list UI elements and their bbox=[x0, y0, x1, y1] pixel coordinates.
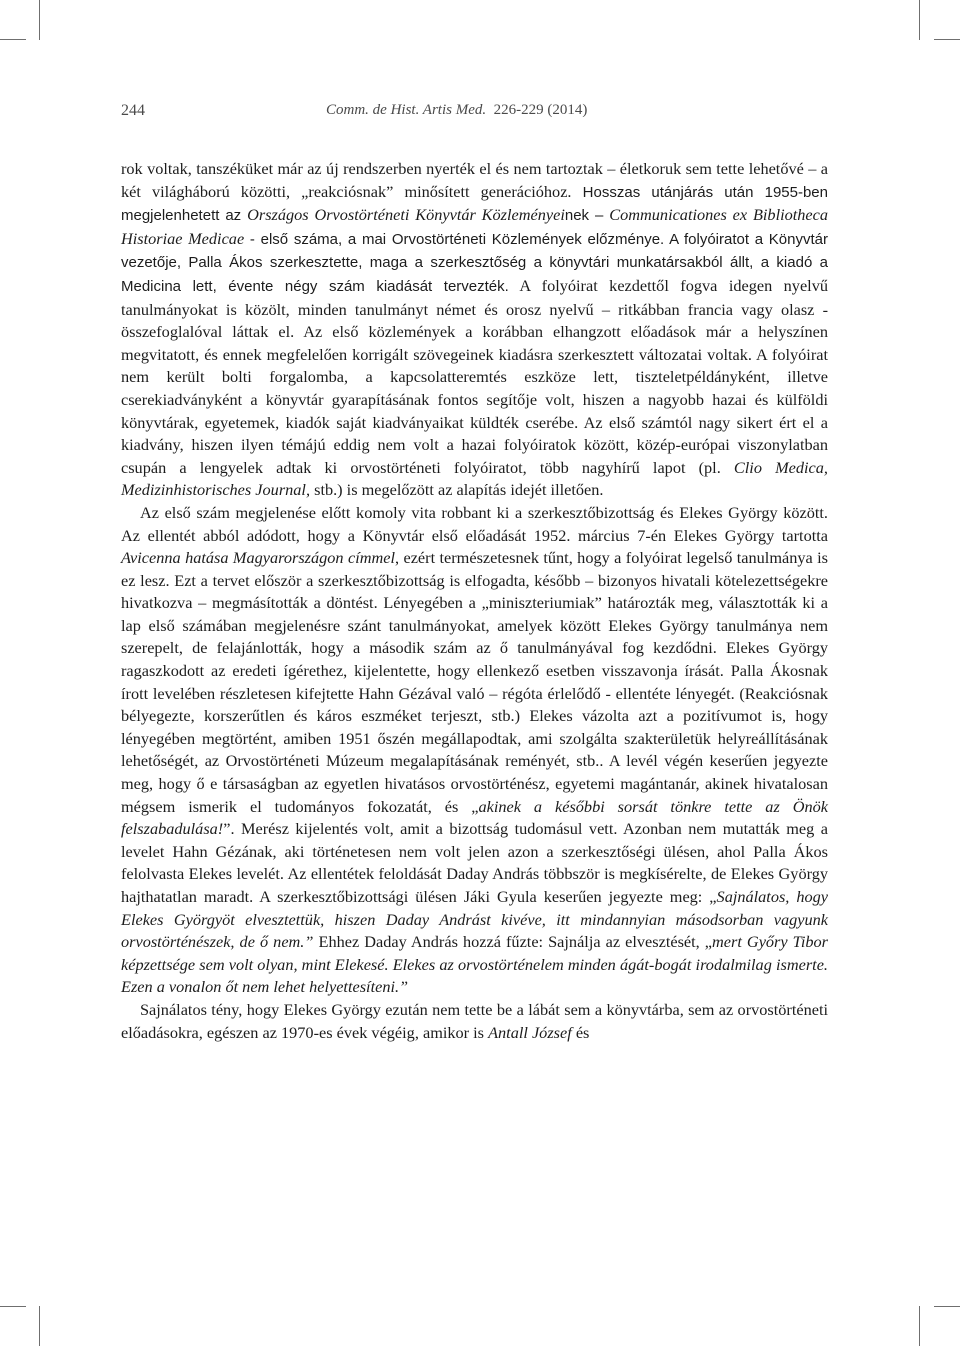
italic-run: Communicationes ex Bibliotheca Historiae Medicae bbox=[121, 205, 829, 248]
text-run: és bbox=[571, 1022, 590, 1042]
crop-mark bbox=[919, 0, 920, 40]
text-run: rok voltak, tanszéküket már az új rendszerben nyerték el és nem tartoztak – életkoruk sem tette lehetővé – a két világháború közötti, „reakciósnak” minősített generációhoz. bbox=[121, 159, 828, 201]
text-run: stb.) is megelőzött az alapítás idejét illetően. bbox=[310, 480, 604, 500]
italic-run: Avicenna hatása Magyarországon címmel bbox=[121, 548, 395, 568]
text-run: A folyóirat kezdettől fogva idegen nyelvű tanulmányokat is közölt, minden tanulmányt német és orosz nyelvű – ritkábban francia vagy olasz - összefoglalóval láttak el. Az első közlemények a korábban elhangzott előadások már a helyszínen megvitatott, és ennek megfelelően korrigált szövegeinek kiadásra szerkesztett változatai voltak. A folyóirat nem került bolti forgalomba, a kapcsolatteremtés eszköze lett, tiszteletpéldányként, illetve cserekiadványként a könyvtár gyarapításának fontos segítője volt, hiszen a nagyobb hazai és külföldi könyvtárak, egyetemek, kiadók saját kiadványaikat küldték cserébe. Az első számtól nagy sikert ért el a kiadvány, hiszen ilyen témájú eddig nem volt a hazai folyóiratok között, közép-európai viszonylatban csupán a lengyelek adtak ki orvostörténeti folyóiratot, több nagyhírű lapot (pl. bbox=[121, 275, 828, 477]
paragraph-3 bbox=[121, 999, 828, 1044]
text-run: , ezért természetesnek tűnt, hogy a folyóirat legelső tanulmánya is ez lesz. Ezt a tervet először a szerkesztőbizottság is elfogadta, később – bizonyos hivatali kötelezettségekre hivatkozva – megmásították a döntést. Lényegében a „miniszteriumiak” határozták meg, választották ki a lap első számában megjelenésre szánt tanulmányokat, amelyek között Elekes György tanulmánya nem szerepelt, de felajánlották, hogy a második szám az ő tanulmányával fog kezdődni. Elekes György ragaszkodott az eredeti ígérethez, kijelentette, hogy ellenkező esetben visszavonja írását. Palla Ákosnak írott levelében részletesen kifejtette Hahn Gézával való – régóta érlelődő - ellentéte lényegét. (Reakciósnak bélyegezte, korszerűtlen és káros eszméket terjeszt, stb.) Elekes vázolta azt a pozitívumot is, hogy lényegében megtörtént, amiben 1951 őszén megállapodtak, ami szolgálta szakterületük helyreállításának lehetőségét, az Orvostörténeti Múzeum megalapításának reményét, stb.. A levél végén keserűen jegyezte meg, hogy ő e társaságban az egyetlen hivatásos orvostörténész, egyetemi magántanár, akinek hivatalosan mégsem ismerik el tudományos fokozatát, és „ bbox=[121, 548, 828, 816]
text-run: Sajnálatos tény, hogy Elekes György ezután nem tette be a lábát sem a könyvtárba, sem az orvostörténeti előadásokra, egészen az 1970-es évek végéig, amikor is bbox=[121, 999, 828, 1042]
body-text bbox=[121, 158, 828, 1044]
text-run: Hosszas utánjárás után 1955-ben megjelenhetett az Országos Orvostörténeti Könyvtár Közleményeinek – Communicationes ex Bibliotheca Historiae Medicae - első száma, a mai Orvostörténeti Közlemények előzménye. A folyóiratot a Könyvtár vezetője, Palla Ákos szerkesztette, maga a szerkesztőség a könyvtári munkatársakból állt, a kiadó a Medicina lett, évente négy szám kiadását tervezték. bbox=[121, 183, 829, 295]
crop-mark bbox=[934, 39, 960, 40]
text-run: Ehhez Daday András hozzá fűzte: Sajnálja az elvesztését, „ bbox=[313, 932, 713, 952]
journal-title: Comm. de Hist. Artis Med. bbox=[326, 102, 487, 118]
italic-run: Antall József bbox=[488, 1022, 572, 1042]
paragraph-1 bbox=[121, 158, 828, 502]
crop-mark bbox=[0, 1306, 26, 1307]
crop-mark bbox=[39, 0, 40, 40]
journal-volume: 226-229 (2014) bbox=[493, 102, 588, 118]
running-header bbox=[121, 102, 841, 124]
italic-run: akinek a későbbi sorsát tönkre tette az Önök felszabadulása! bbox=[121, 796, 828, 839]
page-number: 244 bbox=[121, 102, 145, 119]
crop-mark bbox=[0, 39, 26, 40]
crop-mark bbox=[919, 1306, 920, 1346]
italic-run: Clio Medica, Medizinhistorisches Journal, bbox=[121, 457, 828, 500]
text-run: Az első szám megjelenése előtt komoly vita robbant ki a szerkesztőbizottság és Elekes György között. Az ellentét abból adódott, hogy a Könyvtár első előadását 1952. március 7-én Elekes György tartotta bbox=[121, 502, 828, 545]
crop-mark bbox=[39, 1306, 40, 1346]
crop-mark bbox=[934, 1306, 960, 1307]
text-run: ”. Merész kijelentés volt, amit a bizottság tudomásul vett. Azonban nem mutatták meg a levelet Hahn Gézának, aki történetesen nem volt jelen azon a szerkesztőségi ülésen, ahol Palla Ákos felolvasta Elekes levelét. Az ellentétek feloldását Daday András többször is megkísérelte, de Elekes György hajthatatlan maradt. A szerkesztőbizottsági ülésen Jáki Gyula keserűen jegyezte meg: „ bbox=[121, 819, 828, 906]
italic-run: Sajnálatos, hogy Elekes Györgyöt elvesztettük, hiszen Daday Andrást kivéve, itt mindannyian másodsorban vagyunk orvostörténészek, de ő nem.” bbox=[121, 887, 828, 952]
italic-run: mert Győry Tibor képzettsége sem volt olyan, mint Elekesé. Elekes az orvostörténelem minden ágát-bogát irodalmilag ismerte. Ezen a vonalon őt nem lehet helyettesíteni.” bbox=[121, 932, 828, 997]
journal-citation bbox=[326, 102, 587, 119]
italic-run: Országos Orvostörténeti Könyvtár Közleményei bbox=[247, 205, 565, 225]
paragraph-2 bbox=[121, 502, 828, 999]
